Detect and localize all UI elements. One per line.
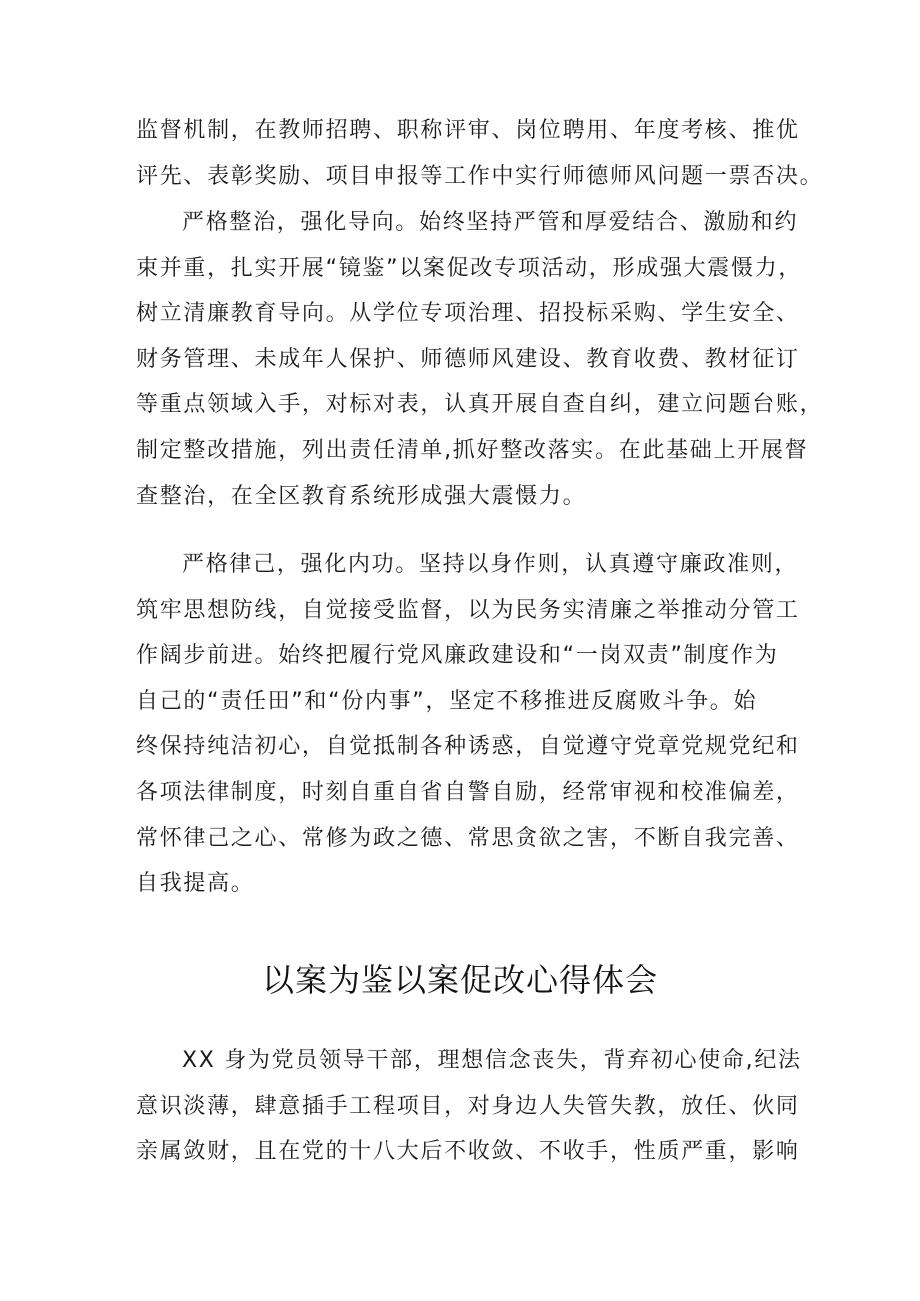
text-line: 意识淡薄，肆意插手工程项目，对身边人失管失教，放任、伙同 (136, 1093, 800, 1119)
text-line: 评先、表彰奖励、项目申报等工作中实行师德师风问题一票否决。 (136, 163, 824, 189)
section-title: 以案为鉴以案促改心得体会 (261, 961, 658, 999)
text-line: 作阔步前进。始终把履行党风廉政建设和“一岗双责”制度作为 (136, 643, 779, 669)
text-line: 筑牢思想防线，自觉接受监督，以为民务实清廉之举推动分管工 (136, 597, 800, 623)
text-line: 亲属敛财，且在党的十八大后不收敛、不收手，性质严重，影响 (136, 1139, 800, 1165)
text-line: 严格律己，强化内功。坚持以身作则，认真遵守廉政准则， (182, 552, 799, 577)
text-line: 各项法律制度，时刻自重自省自警自励，经常审视和校准偏差， (136, 779, 800, 805)
text-line: 自我提高。 (136, 871, 255, 897)
paragraph-strict-self-discipline (136, 542, 800, 907)
text-line: 树立清廉教育导向。从学位专项治理、招投标采购、学生安全、 (136, 301, 800, 327)
text-line: 制定整改措施，列出责任清单,抓好整改落实。在此基础上开展督 (136, 437, 809, 463)
text-line: 查整治，在全区教育系统形成强大震慑力。 (136, 483, 587, 509)
text-line: 监督机制，在教师招聘、职称评审、岗位聘用、年度考核、推优 (136, 118, 800, 143)
paragraph-strict-rectification (136, 200, 824, 519)
text-line: XX 身为党员领导干部，理想信念丧失，背弃初心使命,纪法 (182, 1048, 802, 1073)
text-line: 自己的“责任田”和“份内事”，坚定不移推进反腐败斗争。始 (136, 688, 758, 714)
paragraph-supervision-mechanism (136, 108, 824, 199)
text-line: 等重点领域入手，对标对表，认真开展自查自纠，建立问题台账， (136, 392, 824, 418)
text-line: 财务管理、未成年人保护、师德师风建设、教育收费、教材征订 (136, 346, 800, 372)
paragraph-case-reflection (136, 1038, 802, 1175)
text-line: 常怀律己之心、常修为政之德、常思贪欲之害，不断自我完善、 (136, 825, 800, 851)
text-line: 严格整治，强化导向。始终坚持严管和厚爱结合、激励和约 (182, 210, 799, 235)
text-line: 终保持纯洁初心，自觉抵制各种诱惑，自觉遵守党章党规党纪和 (136, 734, 800, 760)
text-line: 束并重，扎实开展“镜鉴”以案促改专项活动，形成强大震慑力， (136, 255, 803, 281)
